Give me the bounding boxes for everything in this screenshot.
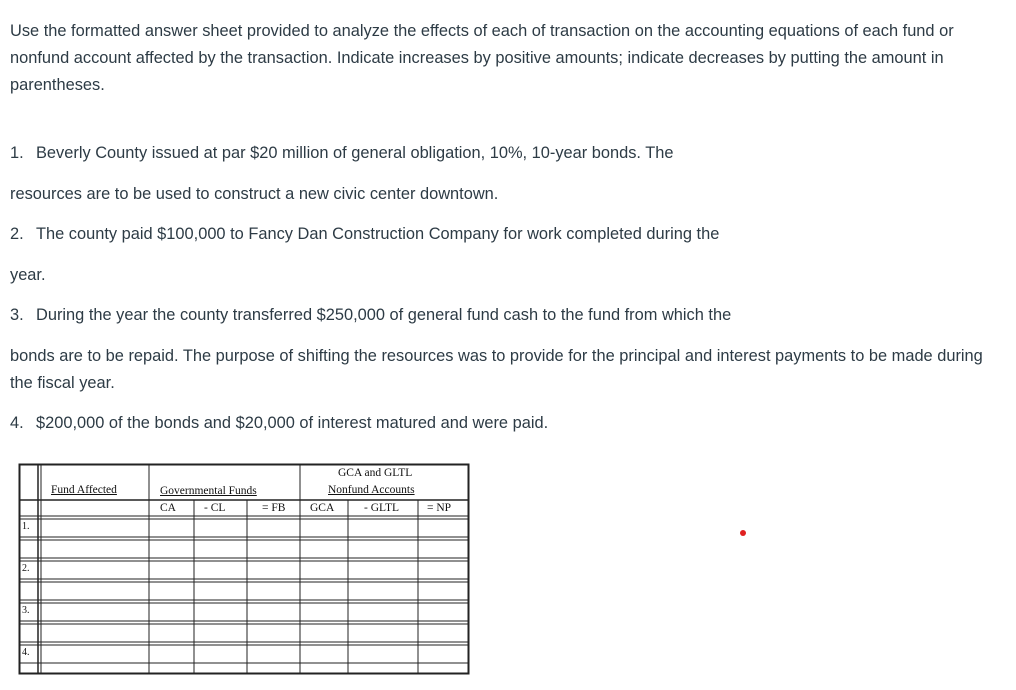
answer-sheet-image: [18, 463, 470, 675]
fund-affected-header: Fund Affected: [51, 484, 117, 496]
question-4-text: $200,000 of the bonds and $20,000 of interest matured and were paid.: [36, 414, 549, 432]
question-1-line-1: [10, 140, 1000, 167]
col-gca: GCA: [310, 502, 335, 514]
row-label-2: 2.: [22, 563, 30, 574]
question-4-number: 4.: [10, 414, 24, 432]
question-1-text: Beverly County issued at par $20 million of general obligation, 10%, 10-year bonds. The: [36, 144, 674, 162]
col-np: = NP: [427, 502, 452, 514]
col-fb: = FB: [262, 502, 286, 514]
row-label-1: 1.: [22, 521, 30, 532]
col-cl: - CL: [204, 502, 226, 514]
nonfund-accounts-header: Nonfund Accounts: [328, 484, 415, 496]
question-2-line-2: year.: [10, 266, 46, 284]
question-3-line-2: bonds are to be repaid. The purpose of shifting the resources was to provide for the principal and interest payments to be made during the fiscal year.: [10, 347, 983, 392]
question-3-number: 3.: [10, 306, 24, 324]
question-3-line-1: [10, 302, 1000, 329]
question-2-number: 2.: [10, 225, 24, 243]
instructions-text: Use the formatted answer sheet provided to analyze the effects of each of transaction on the accounting equations of each fund or nonfund account affected by the transaction. Indicate increases by positive amounts; indicate decreases by putting the amount in parentheses.: [10, 22, 954, 94]
question-2-line-1: [10, 221, 1000, 248]
question-4-line-1: [10, 410, 1000, 437]
question-3-text: During the year the county transferred $250,000 of general fund cash to the fund from which the: [36, 306, 732, 324]
question-1-number: 1.: [10, 144, 24, 162]
col-ca: CA: [160, 502, 176, 514]
red-dot-marker: [740, 530, 746, 536]
row-label-3: 3.: [22, 605, 30, 616]
col-gltl: - GLTL: [364, 502, 400, 514]
question-1-line-2: resources are to be used to construct a new civic center downtown.: [10, 185, 499, 203]
question-2-text: The county paid $100,000 to Fancy Dan Construction Company for work completed during the: [36, 225, 720, 243]
row-label-4: 4.: [22, 647, 30, 658]
gca-gltl-header: GCA and GLTL: [338, 467, 413, 479]
governmental-funds-header: Governmental Funds: [160, 485, 257, 497]
